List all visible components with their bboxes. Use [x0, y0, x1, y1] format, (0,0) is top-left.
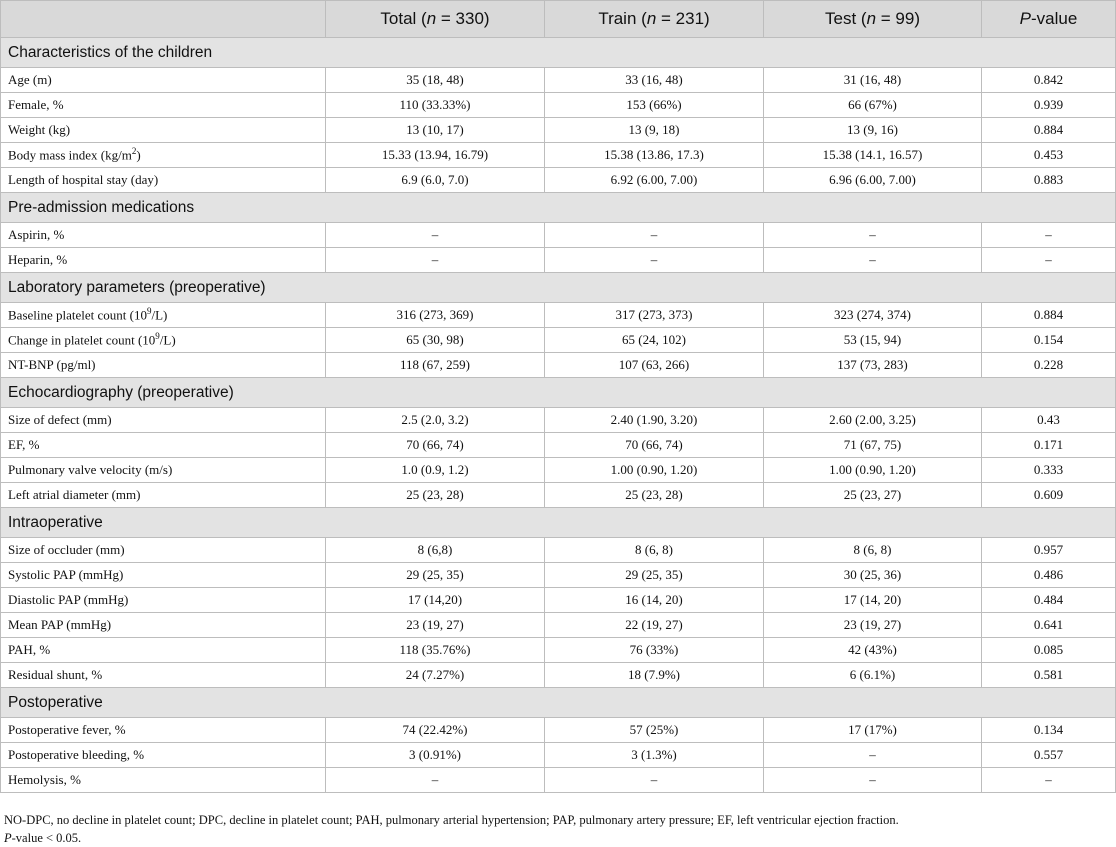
cell-p-value: – — [982, 248, 1116, 273]
cell-total: – — [326, 223, 545, 248]
footnote-abbreviations: NO-DPC, no decline in platelet count; DPC, decline in platelet count; PAH, pulmonary arterial hypertension; PAP, pulmonary artery pressure; EF, left ventricular ejection fraction. — [4, 813, 899, 827]
row-label-superscript: 2 — [131, 146, 137, 157]
row-label — [1, 433, 326, 458]
table-row — [1, 143, 1116, 168]
row-label-text: Female, % — [8, 97, 64, 112]
cell-p-value: 0.884 — [982, 118, 1116, 143]
cell-total: 1.0 (0.9, 1.2) — [326, 458, 545, 483]
cell-test: 17 (14, 20) — [764, 588, 982, 613]
table-row — [1, 168, 1116, 193]
cell-p-value: 0.641 — [982, 613, 1116, 638]
cell-total: 316 (273, 369) — [326, 303, 545, 328]
cell-test: 1.00 (0.90, 1.20) — [764, 458, 982, 483]
row-label — [1, 408, 326, 433]
row-label-text: Change in platelet count (10 — [8, 332, 156, 348]
row-label-text: PAH, % — [8, 642, 51, 657]
cell-total: 2.5 (2.0, 3.2) — [326, 408, 545, 433]
cell-train: – — [545, 223, 764, 248]
cell-p-value: 0.486 — [982, 563, 1116, 588]
cell-train: – — [545, 768, 764, 793]
cell-total: 25 (23, 28) — [326, 483, 545, 508]
cell-train: 22 (19, 27) — [545, 613, 764, 638]
cell-train: 76 (33%) — [545, 638, 764, 663]
row-label-text: Aspirin, % — [8, 227, 65, 242]
section-row — [1, 273, 1116, 303]
cell-test: 137 (73, 283) — [764, 353, 982, 378]
cell-test: 6 (6.1%) — [764, 663, 982, 688]
section-row — [1, 688, 1116, 718]
row-label — [1, 168, 326, 193]
table-row — [1, 118, 1116, 143]
cell-train: 29 (25, 35) — [545, 563, 764, 588]
table-row — [1, 248, 1116, 273]
row-label-suffix: /L) — [151, 307, 168, 323]
table-body — [1, 38, 1116, 793]
cell-test: 71 (67, 75) — [764, 433, 982, 458]
cell-test: 25 (23, 27) — [764, 483, 982, 508]
cell-test: – — [764, 223, 982, 248]
row-label — [1, 118, 326, 143]
row-label-suffix: ) — [136, 147, 141, 163]
row-label — [1, 223, 326, 248]
section-title: Characteristics of the children — [1, 38, 1116, 68]
cell-test: 42 (43%) — [764, 638, 982, 663]
cell-test: 17 (17%) — [764, 718, 982, 743]
row-label — [1, 538, 326, 563]
cell-test: 30 (25, 36) — [764, 563, 982, 588]
table-row — [1, 303, 1116, 328]
row-label — [1, 93, 326, 118]
cell-p-value: – — [982, 223, 1116, 248]
table-row — [1, 408, 1116, 433]
section-title: Postoperative — [1, 688, 1116, 718]
row-label-text: Hemolysis, % — [8, 772, 81, 787]
row-label-text: Left atrial diameter (mm) — [8, 487, 141, 502]
row-label — [1, 663, 326, 688]
row-label-text: Age (m) — [8, 72, 52, 87]
header-total: Total (n = 330) — [326, 1, 545, 38]
table-row — [1, 223, 1116, 248]
header-label-col — [1, 1, 326, 38]
cell-train: 13 (9, 18) — [545, 118, 764, 143]
cell-total: – — [326, 768, 545, 793]
section-row — [1, 38, 1116, 68]
cell-total: 118 (67, 259) — [326, 353, 545, 378]
table-row — [1, 433, 1116, 458]
table-row — [1, 638, 1116, 663]
cell-total: 23 (19, 27) — [326, 613, 545, 638]
cell-p-value: 0.484 — [982, 588, 1116, 613]
cell-test: 6.96 (6.00, 7.00) — [764, 168, 982, 193]
row-label-suffix: /L) — [159, 332, 176, 348]
cell-train: – — [545, 248, 764, 273]
cell-total: 3 (0.91%) — [326, 743, 545, 768]
row-label-text: Pulmonary valve velocity (m/s) — [8, 462, 173, 477]
cell-test: 13 (9, 16) — [764, 118, 982, 143]
cell-total: 35 (18, 48) — [326, 68, 545, 93]
cell-test: – — [764, 248, 982, 273]
section-title: Pre-admission medications — [1, 193, 1116, 223]
row-label-text: Length of hospital stay (day) — [8, 172, 159, 187]
cell-test: 53 (15, 94) — [764, 328, 982, 353]
header-train: Train (n = 231) — [545, 1, 764, 38]
row-label — [1, 353, 326, 378]
cell-test: 323 (274, 374) — [764, 303, 982, 328]
cell-total: 110 (33.33%) — [326, 93, 545, 118]
header-test: Test (n = 99) — [764, 1, 982, 38]
row-label — [1, 483, 326, 508]
cell-train: 18 (7.9%) — [545, 663, 764, 688]
cell-p-value: 0.333 — [982, 458, 1116, 483]
row-label — [1, 328, 326, 353]
table-row — [1, 68, 1116, 93]
row-label-text: Systolic PAP (mmHg) — [8, 567, 124, 582]
table-row — [1, 718, 1116, 743]
cell-train: 153 (66%) — [545, 93, 764, 118]
cell-p-value: 0.842 — [982, 68, 1116, 93]
cell-p-value: – — [982, 768, 1116, 793]
header-p-value: P-value — [982, 1, 1116, 38]
cell-train: 16 (14, 20) — [545, 588, 764, 613]
cell-total: 24 (7.27%) — [326, 663, 545, 688]
cell-total: 70 (66, 74) — [326, 433, 545, 458]
cell-p-value: 0.085 — [982, 638, 1116, 663]
cell-test: 23 (19, 27) — [764, 613, 982, 638]
cell-test: 15.38 (14.1, 16.57) — [764, 143, 982, 168]
cell-train: 8 (6, 8) — [545, 538, 764, 563]
cell-p-value: 0.609 — [982, 483, 1116, 508]
row-label-text: Postoperative fever, % — [8, 722, 126, 737]
cell-test: – — [764, 743, 982, 768]
cell-train: 107 (63, 266) — [545, 353, 764, 378]
table-row — [1, 93, 1116, 118]
cell-test: 8 (6, 8) — [764, 538, 982, 563]
cell-total: 15.33 (13.94, 16.79) — [326, 143, 545, 168]
row-label-text: Postoperative bleeding, % — [8, 747, 145, 762]
row-label-text: Residual shunt, % — [8, 667, 103, 682]
row-label — [1, 743, 326, 768]
cell-train: 70 (66, 74) — [545, 433, 764, 458]
table-row — [1, 588, 1116, 613]
row-label-text: Heparin, % — [8, 252, 68, 267]
row-label-text: Diastolic PAP (mmHg) — [8, 592, 129, 607]
cell-p-value: 0.43 — [982, 408, 1116, 433]
table-row — [1, 613, 1116, 638]
header-row — [1, 1, 1116, 38]
cell-total: 6.9 (6.0, 7.0) — [326, 168, 545, 193]
row-label-text: Size of defect (mm) — [8, 412, 112, 427]
cell-p-value: 0.228 — [982, 353, 1116, 378]
cell-p-value: 0.957 — [982, 538, 1116, 563]
cell-total: 118 (35.76%) — [326, 638, 545, 663]
row-label — [1, 458, 326, 483]
cell-total: – — [326, 248, 545, 273]
section-row — [1, 193, 1116, 223]
cell-train: 65 (24, 102) — [545, 328, 764, 353]
section-row — [1, 378, 1116, 408]
section-title: Echocardiography (preoperative) — [1, 378, 1116, 408]
cell-p-value: 0.557 — [982, 743, 1116, 768]
cell-total: 74 (22.42%) — [326, 718, 545, 743]
cell-train: 6.92 (6.00, 7.00) — [545, 168, 764, 193]
table-row — [1, 768, 1116, 793]
row-label — [1, 613, 326, 638]
cell-test: – — [764, 768, 982, 793]
cell-p-value: 0.581 — [982, 663, 1116, 688]
row-label-superscript: 9 — [155, 331, 160, 342]
cell-train: 2.40 (1.90, 3.20) — [545, 408, 764, 433]
cell-total: 17 (14,20) — [326, 588, 545, 613]
cell-train: 3 (1.3%) — [545, 743, 764, 768]
row-label — [1, 718, 326, 743]
row-label-superscript: 9 — [146, 306, 152, 317]
cell-p-value: 0.939 — [982, 93, 1116, 118]
cell-total: 65 (30, 98) — [326, 328, 545, 353]
cell-p-value: 0.171 — [982, 433, 1116, 458]
cell-p-value: 0.883 — [982, 168, 1116, 193]
row-label-text: Body mass index (kg/m — [8, 147, 132, 163]
table-row — [1, 663, 1116, 688]
row-label — [1, 143, 326, 168]
row-label-text: Weight (kg) — [8, 122, 71, 137]
section-title: Intraoperative — [1, 508, 1116, 538]
cell-train: 15.38 (13.86, 17.3) — [545, 143, 764, 168]
cell-test: 31 (16, 48) — [764, 68, 982, 93]
table-row — [1, 563, 1116, 588]
row-label-text: Baseline platelet count (10 — [8, 307, 147, 323]
row-label — [1, 248, 326, 273]
cell-train: 25 (23, 28) — [545, 483, 764, 508]
row-label — [1, 563, 326, 588]
table-row — [1, 483, 1116, 508]
footnote-significance: P-value < 0.05. — [4, 831, 82, 845]
table-row — [1, 328, 1116, 353]
row-label — [1, 638, 326, 663]
cell-test: 2.60 (2.00, 3.25) — [764, 408, 982, 433]
table-row — [1, 743, 1116, 768]
table-footnote — [4, 811, 1112, 847]
cell-train: 33 (16, 48) — [545, 68, 764, 93]
cell-train: 1.00 (0.90, 1.20) — [545, 458, 764, 483]
cell-train: 57 (25%) — [545, 718, 764, 743]
row-label — [1, 588, 326, 613]
section-row — [1, 508, 1116, 538]
cell-p-value: 0.154 — [982, 328, 1116, 353]
row-label-text: EF, % — [8, 437, 40, 452]
row-label-text: NT-BNP (pg/ml) — [8, 357, 96, 372]
row-label-text: Mean PAP (mmHg) — [8, 617, 112, 632]
cell-total: 13 (10, 17) — [326, 118, 545, 143]
table-row — [1, 538, 1116, 563]
row-label — [1, 768, 326, 793]
cell-test: 66 (67%) — [764, 93, 982, 118]
cell-p-value: 0.134 — [982, 718, 1116, 743]
cell-p-value: 0.884 — [982, 303, 1116, 328]
row-label-text: Size of occluder (mm) — [8, 542, 125, 557]
cell-total: 29 (25, 35) — [326, 563, 545, 588]
cell-p-value: 0.453 — [982, 143, 1116, 168]
row-label — [1, 68, 326, 93]
section-title: Laboratory parameters (preoperative) — [1, 273, 1116, 303]
cell-train: 317 (273, 373) — [545, 303, 764, 328]
row-label — [1, 303, 326, 328]
table-row — [1, 458, 1116, 483]
table-row — [1, 353, 1116, 378]
cell-total: 8 (6,8) — [326, 538, 545, 563]
